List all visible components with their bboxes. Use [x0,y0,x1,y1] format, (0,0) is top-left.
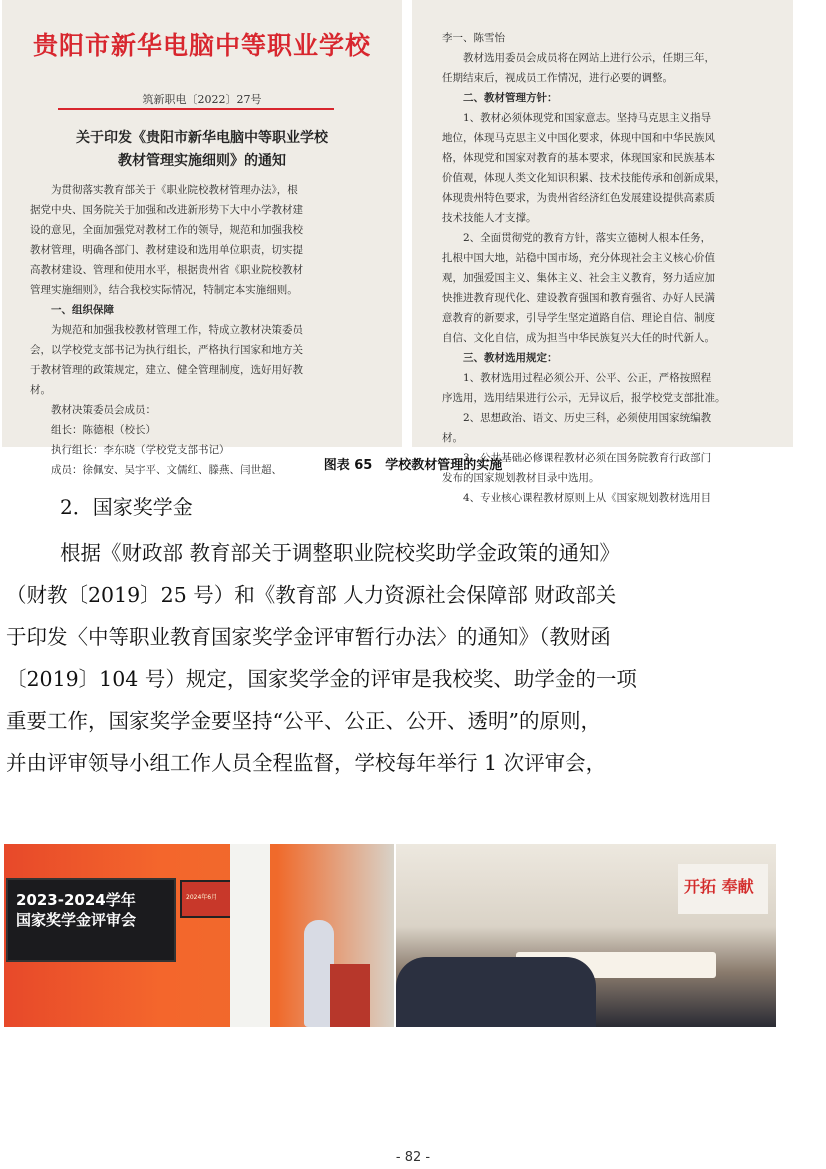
doc-line: 意教育的新要求，引导学生坚定道路自信、理论自信、制度 [442,312,715,324]
notice-body [30,180,382,480]
doc-line: 为规范和加强我校教材管理工作，特成立教材决策委员 [51,324,303,336]
doc-line: 序选用，选用结果进行公示，无异议后，报学校党支部批准。 [442,392,726,404]
figure-caption: 图表 65 学校教材管理的实施 [323,458,503,473]
doc-line: 三、教材选用规定： [463,352,558,364]
notice-title-line-2: 教材管理实施细则》的通知 [118,153,286,169]
paragraph-line: 重要工作，国家奖学金要坚持“公平、公正、公开、透明”的原则， [6,709,601,733]
doc-line: 据党中央、国务院关于加强和改进新形势下大中小学教材建 [30,204,303,216]
paragraph-line: （财教〔2019〕25 号）和《教育部 人力资源社会保障部 财政部关 [6,583,617,607]
doc-line: 教材管理，明确各部门、教材建设和选用单位职责，切实提 [30,244,303,256]
doc-line: 技术技能人才支撑。 [442,212,537,224]
scanned-notice-left [2,0,402,476]
school-title: 贵阳市新华电脑中等职业学校 [32,31,371,60]
doc-line: 自信、文化自信，成为担当中华民族复兴大任的时代新人。 [442,332,715,344]
notice-body-continued [442,28,775,508]
doc-line: 格，体现党和国家对教育的基本要求，体现国家和民族基本 [442,152,715,164]
doc-line: 观，加强爱国主义、集体主义、社会主义教育，努力适应加 [442,272,715,284]
doc-line: 二、教材管理方针： [463,92,558,104]
notice-title-line-1: 关于印发《贵阳市新华电脑中等职业学校 [76,130,328,146]
doc-line: 1、教材选用过程必须公开、公平、公正，严格按照程 [463,372,712,384]
doc-line: 地位，体现马克思主义中国化要求，体现中国和中华民族风 [442,132,715,144]
doc-line: 快推进教育现代化、建设教育强国和教育强省、办好人民满 [442,292,715,304]
doc-line: 设的意见，全面加强党对教材工作的领导，规范和加强我校 [30,224,303,236]
document-number: 筑新职电〔2022〕27号 [142,93,262,106]
doc-line: 4、专业核心课程教材原则上从《国家规划教材选用目 [463,492,712,504]
doc-line: 发布的国家规划教材目录中选用。 [442,472,600,484]
screen-text: 2024年6月 [186,894,218,901]
event-backdrop-panel [6,878,176,962]
page-number: - 82 - [395,1150,431,1165]
doc-line: 2、思想政治、语文、历史三科，必须使用国家统编教 [463,412,712,424]
doc-line: 材。 [442,432,463,444]
panel-line-2: 国家奖学金评审会 [16,911,137,929]
podium [330,964,370,1027]
doc-line: 李一、陈雪怡 [442,32,505,44]
photo-scholarship-meeting-speaker [4,844,394,1027]
doc-line: 教材选用委员会成员将在网站上进行公示，任期三年， [463,52,715,64]
doc-line: 为贯彻落实教育部关于《职业院校教材管理办法》，根 [51,184,298,196]
doc-line: 成员：徐佩安、吴宇平、文儒红、滕燕、闫世超、 [51,464,282,476]
paragraph-line: 于印发〈中等职业教育国家奖学金评审暂行办法〉的通知》（教财函 [6,625,611,649]
body-paragraph [0,532,826,784]
paragraph-line: 〔2019〕104 号）规定，国家奖学金的评审是我校奖、助学金的一项 [6,667,637,691]
photo-scholarship-meeting-room [396,844,776,1027]
section-heading: 2．国家奖学金 [60,495,193,519]
red-divider [58,108,334,110]
doc-line: 于教材管理的政策规定，建立、健全管理制度，选好用好教 [30,364,303,376]
paragraph-line: 根据《财政部 教育部关于调整职业院校奖助学金政策的通知》 [60,541,621,565]
banner-text: 开拓 奉献 [684,877,754,896]
doc-line: 教材决策委员会成员： [51,404,156,416]
doc-line: 高教材建设、管理和使用水平，根据贵州省《职业院校教材 [30,264,303,276]
wall-cabinet [230,844,270,1027]
doc-line: 任期结束后，视成员工作情况，进行必要的调整。 [442,72,673,84]
doc-line: 1、教材必须体现党和国家意志。坚持马克思主义指导 [463,112,712,124]
panel-line-1: 2023-2024学年 [16,891,136,909]
wall-banner [678,864,768,914]
doc-line: 体现贵州特色要求，为贵州省经济红色发展建设提供高素质 [442,192,715,204]
doc-line: 3、公共基础必修课程教材必须在国务院教育行政部门 [463,452,712,464]
doc-line: 一、组织保障 [51,304,114,316]
doc-line: 材。 [30,384,51,396]
attendees [396,957,596,1027]
doc-line: 会，以学校党支部书记为执行组长，严格执行国家和地方关 [30,344,303,356]
page-gap [404,0,410,447]
doc-line: 管理实施细则》，结合我校实际情况，特制定本实施细则。 [30,284,298,296]
doc-line: 2、全面贯彻党的教育方针，落实立德树人根本任务， [463,232,712,244]
wall-screen [180,880,232,918]
doc-line: 扎根中国大地，站稳中国市场，充分体现社会主义核心价值 [442,252,715,264]
notice-title [2,127,402,173]
doc-line: 组长：陈德根（校长） [51,424,156,436]
doc-line: 执行组长：李东晓（学校党支部书记） [51,444,230,456]
paragraph-line: 并由评审领导小组工作人员全程监督，学校每年举行 1 次评审会， [6,751,607,775]
doc-line: 价值观，体现人类文化知识积累、技术技能传承和创新成果， [442,172,726,184]
